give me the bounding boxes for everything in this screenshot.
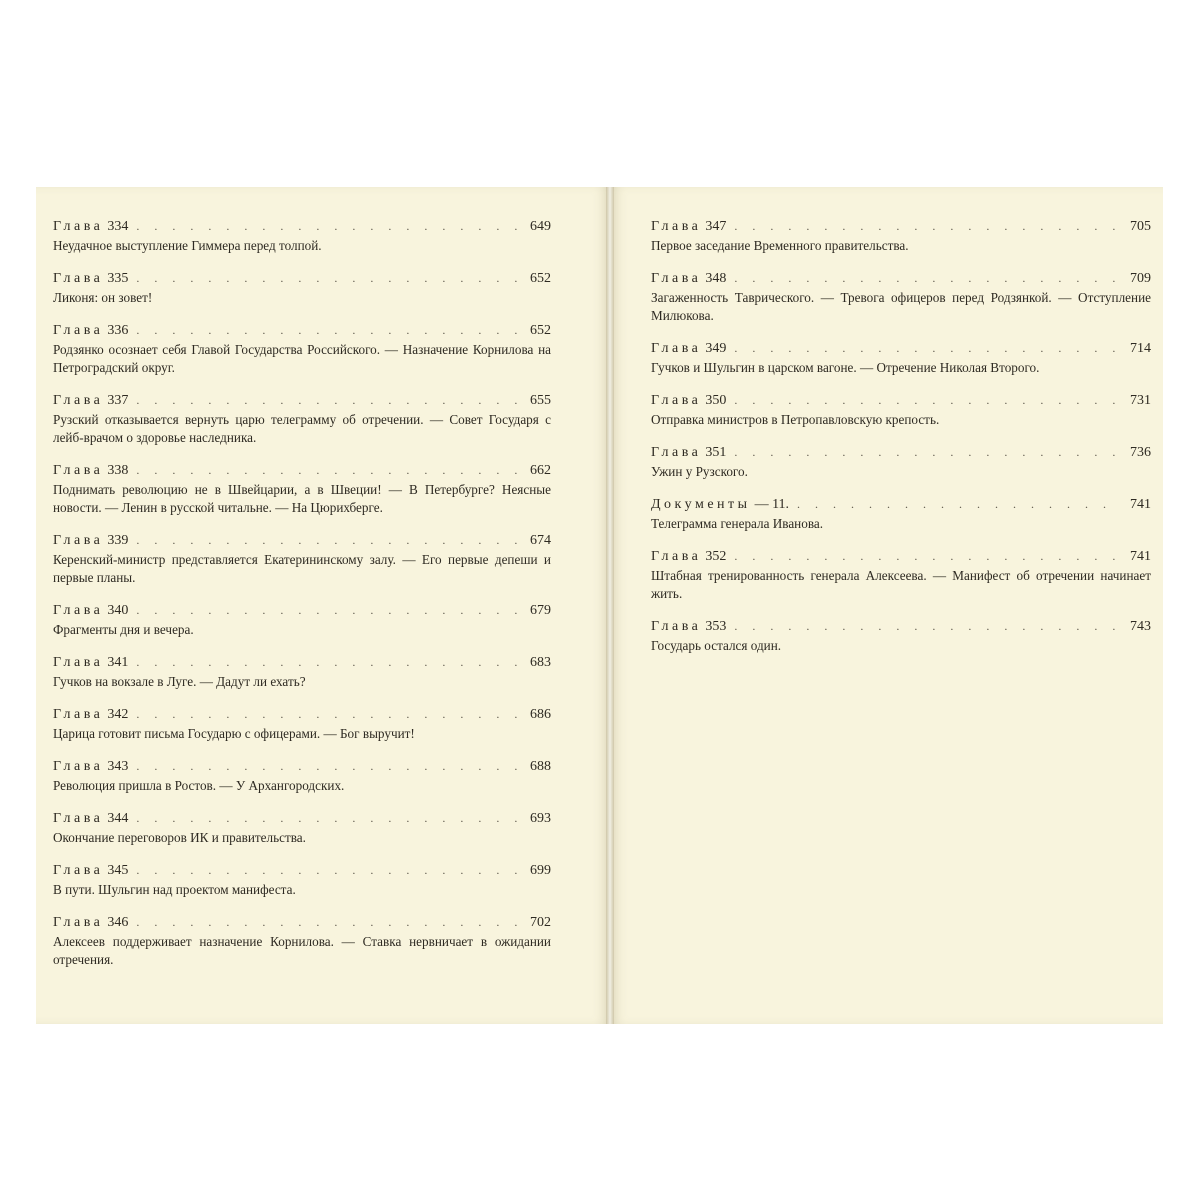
page-number: 683 (530, 655, 551, 670)
chapter-label: Документы (651, 497, 751, 512)
toc-entry (651, 338, 1151, 377)
toc-entry (53, 268, 551, 307)
toc-entry-heading (651, 268, 1151, 289)
page-number: 662 (530, 463, 551, 478)
dot-leader (136, 320, 517, 341)
chapter-label: Глава (53, 759, 104, 774)
chapter-number: 350 (705, 393, 727, 408)
dot-leader (136, 390, 517, 411)
toc-entry (53, 860, 551, 899)
dot-leader (734, 268, 1117, 289)
chapter-description: В пути. Шульгин над проектом манифеста. (53, 882, 296, 897)
toc-entry (651, 494, 1151, 533)
chapter-label: Глава (53, 655, 104, 670)
chapter-number: 345 (107, 863, 129, 878)
toc-entry (53, 216, 551, 255)
toc-entry-heading (53, 756, 551, 777)
chapter-label: Глава (53, 463, 104, 478)
chapter-description: Царица готовит письма Государю с офицерами. — Бог выручит! (53, 726, 415, 741)
chapter-description: Керенский-министр представляется Екатерининскому залу. — Его первые депеши и первые планы. (53, 552, 551, 585)
chapter-label: Глава (651, 219, 702, 234)
toc-entry-heading (53, 460, 551, 481)
page-number: 741 (1130, 497, 1151, 512)
chapter-description: Окончание переговоров ИК и правительства. (53, 830, 306, 845)
chapter-description: Загаженность Таврического. — Тревога офицеров перед Родзянкой. — Отступление Милюкова. (651, 290, 1151, 323)
chapter-label: Глава (53, 863, 104, 878)
toc-entry-heading (53, 600, 551, 621)
toc-entry (53, 320, 551, 377)
toc-entry (651, 390, 1151, 429)
page-number: 652 (530, 323, 551, 338)
chapter-number: 351 (705, 445, 727, 460)
page-number: 714 (1130, 341, 1151, 356)
toc-entry-heading (53, 268, 551, 289)
dot-leader (734, 442, 1117, 463)
dot-leader (734, 546, 1117, 567)
chapter-label: Глава (53, 603, 104, 618)
page-number: 699 (530, 863, 551, 878)
dot-leader (734, 216, 1117, 237)
toc-entry-heading (53, 390, 551, 411)
chapter-label: Глава (651, 445, 702, 460)
toc-entry-heading (53, 530, 551, 551)
page-number: 705 (1130, 219, 1151, 234)
chapter-number: 337 (107, 393, 129, 408)
chapter-label: Глава (651, 271, 702, 286)
dot-leader (136, 756, 517, 777)
chapter-number: 340 (107, 603, 129, 618)
toc-entry-heading (651, 390, 1151, 411)
dot-leader (136, 860, 517, 881)
toc-entry (53, 530, 551, 587)
chapter-number: 334 (107, 219, 129, 234)
page-number: 649 (530, 219, 551, 234)
page-number: 693 (530, 811, 551, 826)
dot-leader (136, 216, 517, 237)
chapter-description: Рузский отказывается вернуть царю телеграмму об отречении. — Совет Государя с лейб-врачом о здоровье наследника. (53, 412, 551, 445)
chapter-description: Штабная тренированность генерала Алексеева. — Манифест об отречении начинает жить. (651, 568, 1151, 601)
chapter-description: Алексеев поддерживает назначение Корнилова. — Ставка нервничает в ожидании отречения. (53, 934, 551, 967)
page-number: 743 (1130, 619, 1151, 634)
chapter-number: 342 (107, 707, 129, 722)
chapter-number: 347 (705, 219, 727, 234)
chapter-number: 344 (107, 811, 129, 826)
chapter-label: Глава (53, 533, 104, 548)
page-number: 736 (1130, 445, 1151, 460)
chapter-label: Глава (53, 393, 104, 408)
chapter-description: Ужин у Рузского. (651, 464, 748, 479)
toc-entry-heading (651, 216, 1151, 237)
chapter-number: 336 (107, 323, 129, 338)
chapter-number: 353 (705, 619, 727, 634)
chapter-number: 352 (705, 549, 727, 564)
toc-entry-heading (53, 912, 551, 933)
dot-leader (136, 600, 517, 621)
toc-entry-heading (53, 704, 551, 725)
dot-leader (136, 268, 517, 289)
dot-leader (734, 390, 1117, 411)
page-number: 674 (530, 533, 551, 548)
chapter-label: Глава (53, 707, 104, 722)
chapter-label: Глава (53, 219, 104, 234)
chapter-description: Революция пришла в Ростов. — У Архангородских. (53, 778, 345, 793)
chapter-description: Ликоня: он зовет! (53, 290, 153, 305)
chapter-label: Глава (53, 271, 104, 286)
toc-entry (651, 442, 1151, 481)
page-number: 741 (1130, 549, 1151, 564)
toc-entry-heading (651, 616, 1151, 637)
chapter-label: Глава (53, 915, 104, 930)
chapter-description: Государь остался один. (651, 638, 782, 653)
toc-entry-heading (53, 860, 551, 881)
dot-leader (136, 652, 517, 673)
toc-entry-heading (651, 494, 1151, 515)
chapter-label: Глава (651, 549, 702, 564)
toc-entry (651, 616, 1151, 655)
toc-entry-heading (53, 652, 551, 673)
page-number: 702 (530, 915, 551, 930)
page-number: 655 (530, 393, 551, 408)
book-spine-gutter (606, 187, 614, 1024)
page-number: 679 (530, 603, 551, 618)
toc-entry (53, 808, 551, 847)
toc-entry (651, 546, 1151, 603)
chapter-number: — 11. (754, 497, 790, 512)
chapter-number: 338 (107, 463, 129, 478)
chapter-description: Телеграмма генерала Иванова. (651, 516, 824, 531)
toc-entry (53, 756, 551, 795)
toc-entry (53, 600, 551, 639)
chapter-number: 343 (107, 759, 129, 774)
toc-entry (651, 216, 1151, 255)
page-number: 686 (530, 707, 551, 722)
dot-leader (797, 494, 1117, 515)
chapter-label: Глава (53, 811, 104, 826)
dot-leader (734, 616, 1117, 637)
toc-entry-heading (651, 338, 1151, 359)
chapter-number: 341 (107, 655, 129, 670)
page-number: 709 (1130, 271, 1151, 286)
toc-entry-heading (53, 216, 551, 237)
chapter-number: 339 (107, 533, 129, 548)
page-number: 652 (530, 271, 551, 286)
toc-entry (53, 912, 551, 969)
toc-entry-heading (651, 546, 1151, 567)
dot-leader (136, 530, 517, 551)
dot-leader (734, 338, 1117, 359)
chapter-number: 346 (107, 915, 129, 930)
chapter-number: 349 (705, 341, 727, 356)
dot-leader (136, 704, 517, 725)
right-contents-column (651, 216, 1151, 668)
toc-entry (53, 460, 551, 517)
chapter-description: Фрагменты дня и вечера. (53, 622, 194, 637)
dot-leader (136, 460, 517, 481)
left-contents-column (53, 216, 551, 982)
chapter-description: Гучков на вокзале в Луге. — Дадут ли ехать? (53, 674, 306, 689)
chapter-label: Глава (651, 393, 702, 408)
chapter-number: 348 (705, 271, 727, 286)
chapter-description: Поднимать революцию не в Швейцарии, а в Швеции! — В Петербурге? Неясные новости. — Ленин в русской читальне. — На Цюрихберге. (53, 482, 551, 515)
toc-entry-heading (53, 320, 551, 341)
dot-leader (136, 912, 517, 933)
toc-entry-heading (651, 442, 1151, 463)
chapter-label: Глава (651, 619, 702, 634)
chapter-number: 335 (107, 271, 129, 286)
page-number: 731 (1130, 393, 1151, 408)
toc-entry (53, 390, 551, 447)
toc-entry (53, 704, 551, 743)
toc-entry-heading (53, 808, 551, 829)
chapter-description: Гучков и Шульгин в царском вагоне. — Отречение Николая Второго. (651, 360, 1040, 375)
chapter-description: Родзянко осознает себя Главой Государства Российского. — Назначение Корнилова на Петроградский округ. (53, 342, 551, 375)
toc-entry (53, 652, 551, 691)
chapter-description: Неудачное выступление Гиммера перед толпой. (53, 238, 322, 253)
page-number: 688 (530, 759, 551, 774)
toc-entry (651, 268, 1151, 325)
chapter-description: Первое заседание Временного правительства. (651, 238, 909, 253)
dot-leader (136, 808, 517, 829)
chapter-description: Отправка министров в Петропавловскую крепость. (651, 412, 940, 427)
chapter-label: Глава (53, 323, 104, 338)
chapter-label: Глава (651, 341, 702, 356)
